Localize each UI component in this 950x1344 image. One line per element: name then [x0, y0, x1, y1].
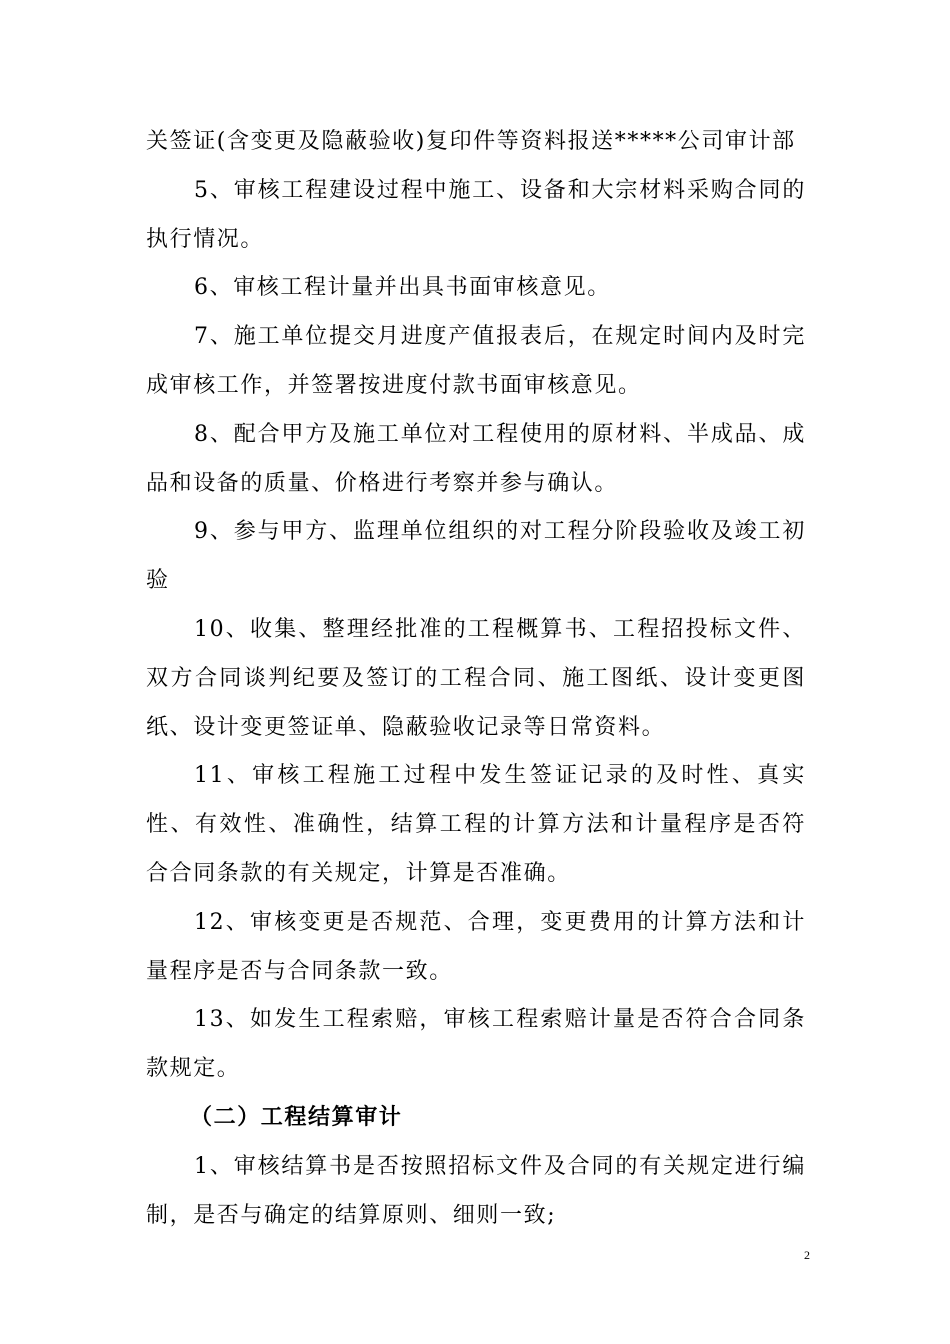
paragraph-item-9: 9、参与甲方、监理单位组织的对工程分阶段验收及竣工初验	[146, 519, 806, 594]
paragraph-continuation: 关签证(含变更及隐蔽验收)复印件等资料报送*****公司审计部	[146, 129, 796, 154]
paragraph-item-7: 7、施工单位提交月进度产值报表后，在规定时间内及时完成审核工作，并签署按进度付款书面审核意见。	[146, 324, 806, 398]
paragraph-item-11: 11、审核工程施工过程中发生签证记录的及时性、真实性、有效性、准确性，结算工程的计算方法和计量程序是否符合合同条款的有关规定，计算是否准确。	[146, 763, 806, 886]
paragraph-item-5: 5、审核工程建设过程中施工、设备和大宗材料采购合同的执行情况。	[146, 177, 806, 252]
document-body	[146, 118, 806, 1240]
paragraph-item-12: 12、审核变更是否规范、合理，变更费用的计算方法和计量程序是否与合同条款一致。	[146, 909, 806, 984]
paragraph-item-8: 8、配合甲方及施工单位对工程使用的原材料、半成品、成品和设备的质量、价格进行考察并参与确认。	[146, 421, 806, 496]
paragraph-settlement-item-1: 1、审核结算书是否按照招标文件及合同的有关规定进行编制，是否与确定的结算原则、细则一致;	[146, 1153, 806, 1228]
section-heading: （二）工程结算审计	[190, 1104, 403, 1130]
paragraph-item-10: 10、收集、整理经批准的工程概算书、工程招投标文件、双方合同谈判纪要及签订的工程合同、施工图纸、设计变更图纸、设计变更签证单、隐蔽验收记录等日常资料。	[146, 616, 806, 740]
page-number: 2	[804, 1248, 810, 1262]
paragraph-item-6: 6、审核工程计量并出具书面审核意见。	[194, 275, 611, 301]
paragraph-item-13: 13、如发生工程索赔，审核工程索赔计量是否符合合同条款规定。	[146, 1007, 806, 1082]
